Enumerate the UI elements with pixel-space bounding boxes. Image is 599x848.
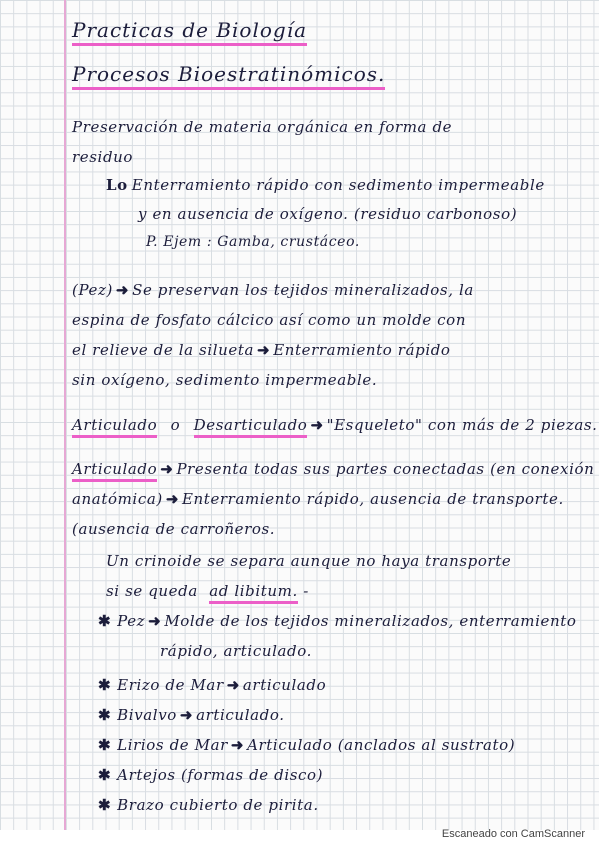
articulado-line-3: (ausencia de carroñeros. [72,520,276,538]
arrow-icon: ➜ [226,676,240,694]
asterisk-icon: ✱ [98,766,112,784]
list-item: ✱ Bivalvo ➜ articulado. [98,706,285,724]
intro-line-2: residuo [72,148,134,166]
arrow-icon: ➜ [230,736,245,754]
arrow-icon: ➜ [148,612,162,630]
section-subtitle: Procesos Bioestratinómicos. [72,62,385,86]
arrow-icon: ➜ [165,490,179,508]
asterisk-icon: ✱ [98,736,112,754]
list-item: ✱ Erizo de Mar ➜ articulado [98,676,327,694]
lo-mark: Lo [106,176,128,194]
pez-line-2: espina de fosfato cálcico así como un molde con [72,311,467,329]
list-item: ✱ Pez ➜ Molde de los tejidos mineralizados, enterramiento [98,612,577,630]
lo-line-2: y en ausencia de oxígeno. (residuo carbonoso) [138,205,518,223]
intro-line-1: Preservación de materia orgánica en forma de [72,118,453,136]
pez-line-1: (Pez) ➜ Se preservan los tejidos mineralizados, la [72,281,474,299]
asterisk-icon: ✱ [98,612,112,630]
lo-line-1: Lo Enterramiento rápido con sedimento impermeable [106,176,545,194]
crinoide-line-2: si se queda ad libitum. - [106,582,309,600]
pez-line-3: el relieve de la silueta ➜ Enterramiento rápido [72,341,451,359]
page-title: Practicas de Biología [72,18,307,42]
asterisk-icon: ✱ [98,706,112,724]
asterisk-icon: ✱ [98,796,112,814]
articulado-line-2: anatómica) ➜ Enterramiento rápido, ausencia de transporte. [72,490,564,508]
example-line: P. Ejem : Gamba, crustáceo. [146,234,360,250]
pez-line-4: sin oxígeno, sedimento impermeable. [72,371,378,389]
margin-line [64,0,66,830]
scanner-watermark: Escaneado con CamScanner [441,828,585,840]
list-item: ✱ Lirios de Mar ➜ Articulado (anclados al sustrato) [98,736,516,754]
arrow-icon: ➜ [160,460,174,478]
crinoide-line-1: Un crinoide se separa aunque no haya transporte [106,552,512,570]
asterisk-icon: ✱ [98,676,112,694]
list-item-continuation: rápido, articulado. [160,642,312,660]
articulado-heading: Articulado o Desarticulado ➜ "Esqueleto" con más de 2 piezas. [72,416,598,434]
list-item: ✱ Brazo cubierto de pirita. [98,796,319,814]
list-item: ✱ Artejos (formas de disco) [98,766,324,784]
arrow-icon: ➜ [179,706,194,724]
arrow-icon: ➜ [310,416,324,434]
articulado-line-1: Articulado ➜ Presenta todas sus partes conectadas (en conexión [72,460,594,478]
arrow-icon: ➜ [115,281,130,299]
arrow-icon: ➜ [257,341,271,359]
